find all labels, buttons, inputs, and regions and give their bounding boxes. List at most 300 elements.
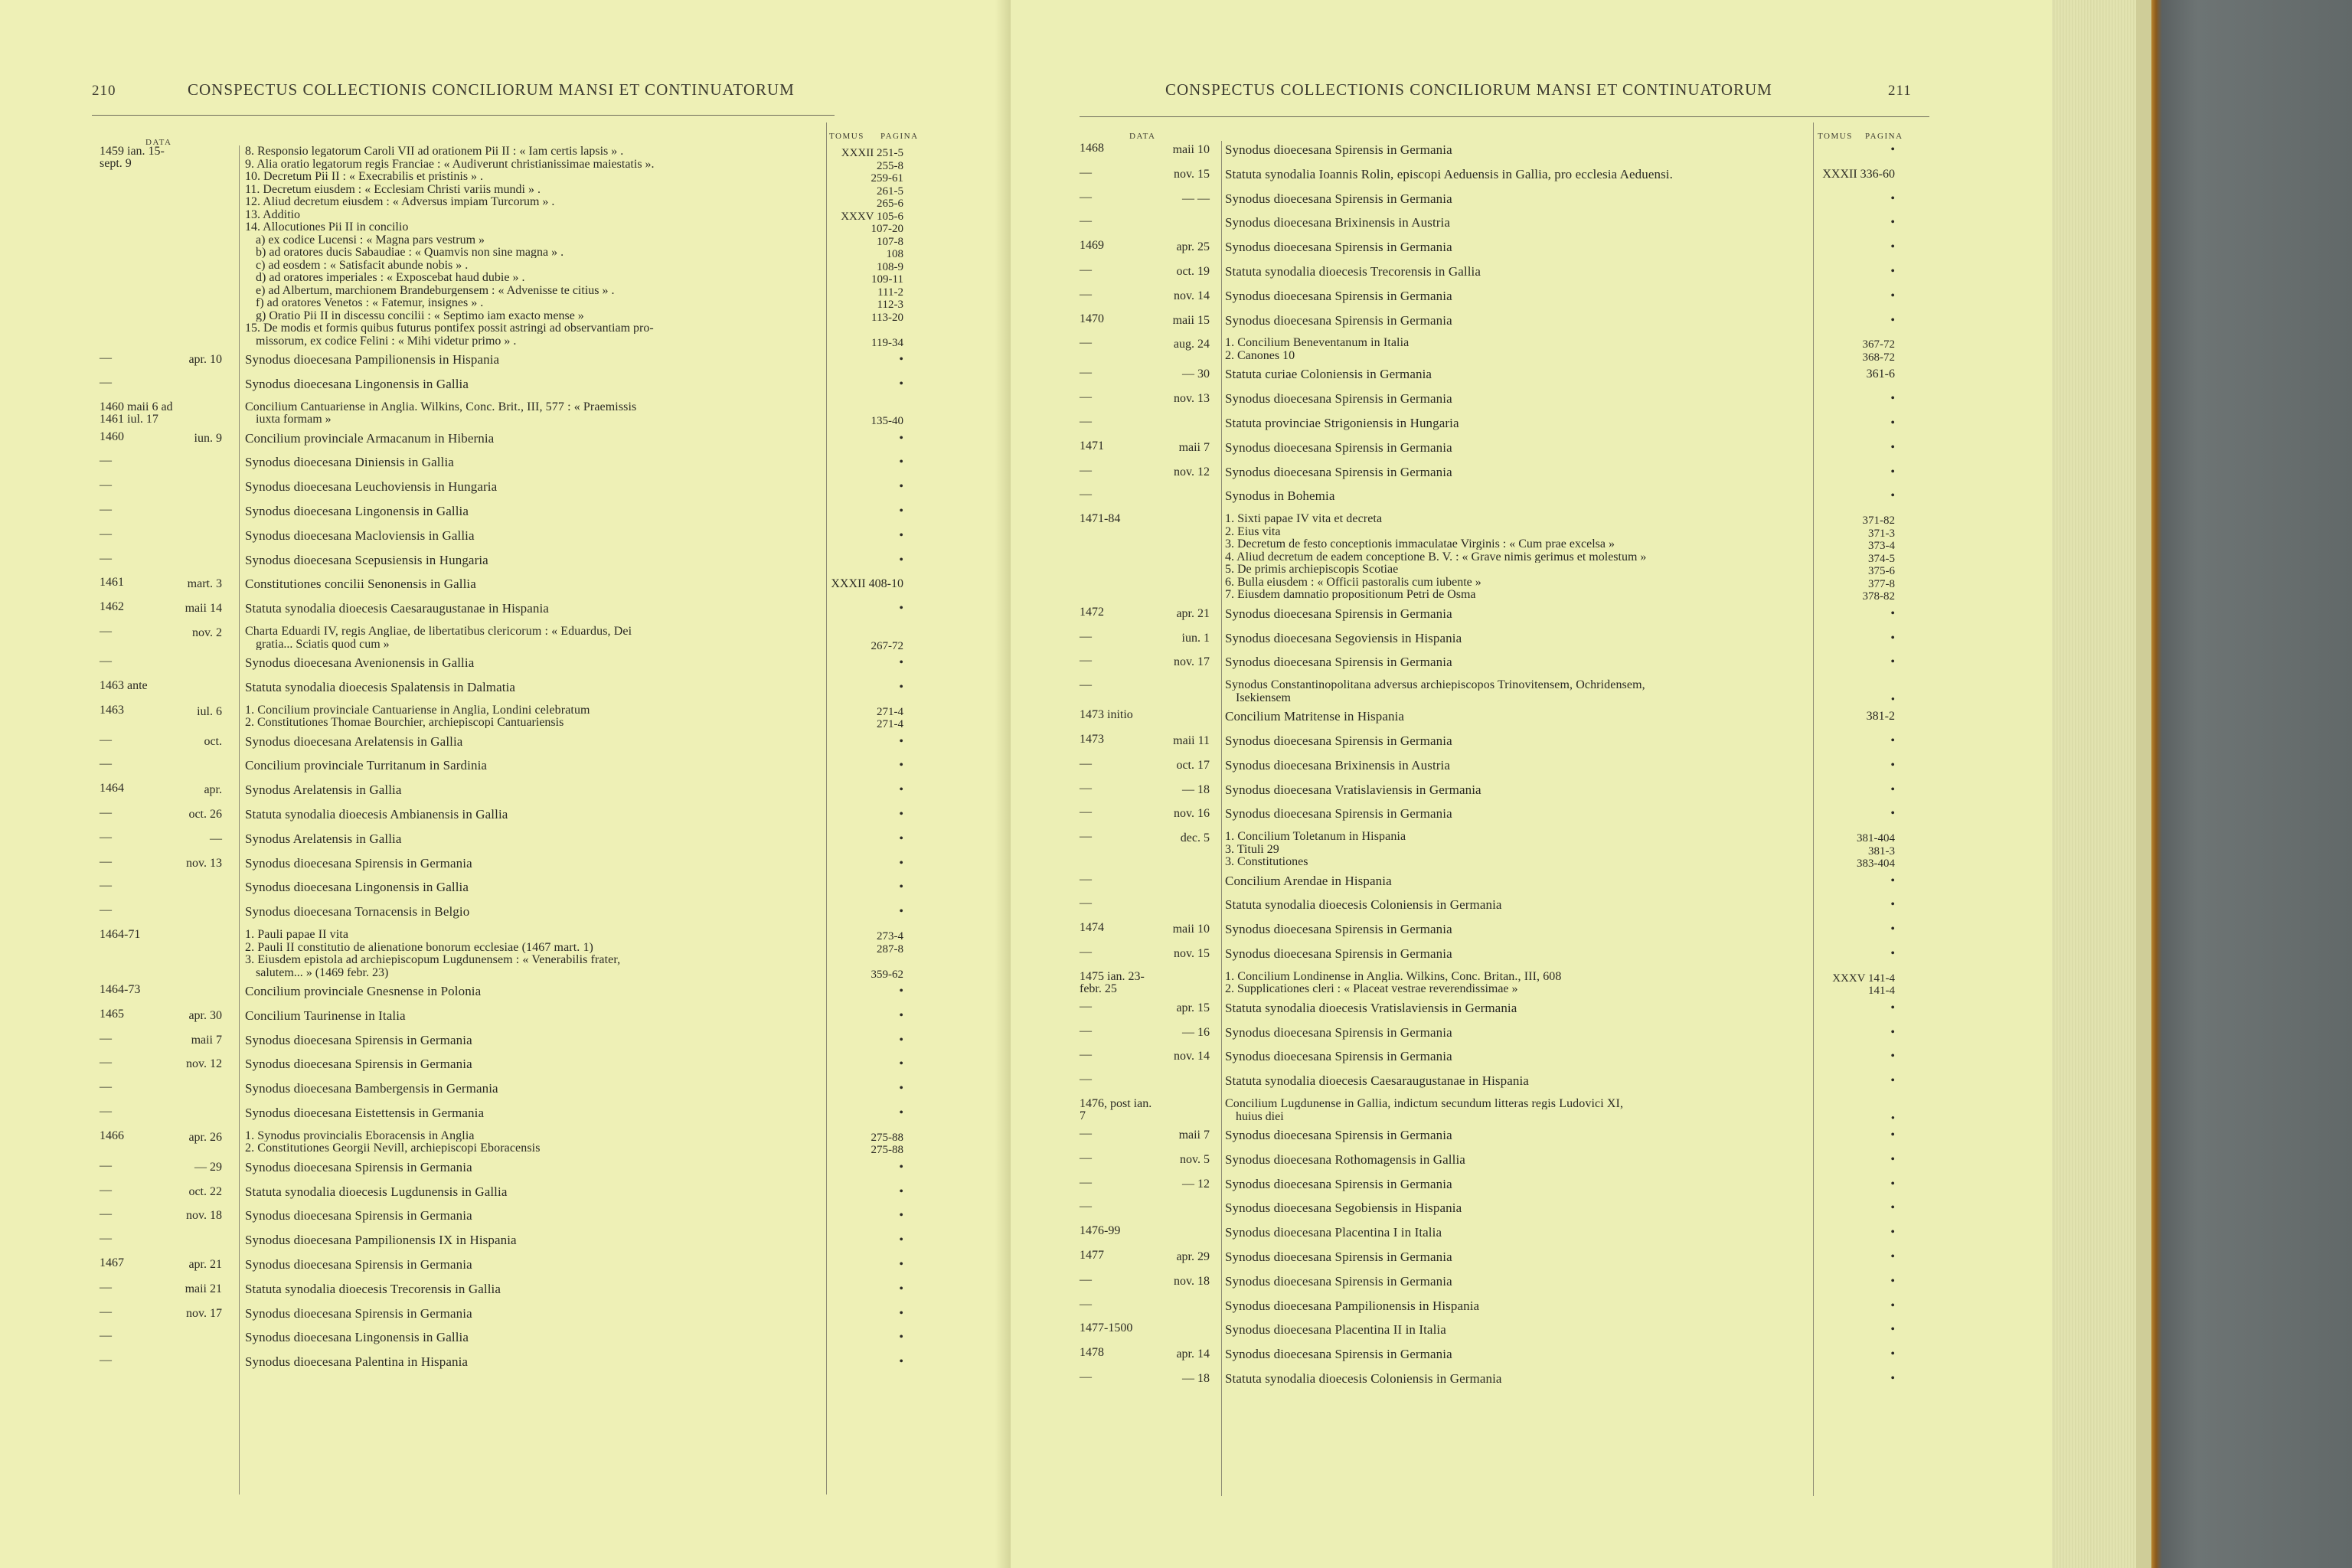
table-row bbox=[1080, 606, 1937, 631]
reference-dot: • bbox=[1890, 240, 1895, 254]
entry-date: 1473 initio bbox=[1080, 708, 1133, 722]
entry-text: Synodus dioecesana Spirensis in Germania bbox=[245, 1257, 472, 1272]
entry-text: Synodus dioecesana Spirensis in Germania bbox=[1225, 1347, 1452, 1362]
table-row bbox=[100, 455, 926, 479]
reference-value: 261-5 bbox=[877, 185, 903, 198]
entry-text: e) ad Albertum, marchionem Brandeburgensem : « Advenisse te citius » . bbox=[256, 284, 615, 296]
entry-text: 9. Alia oratio legatorum regis Franciae : « Audiverunt christianissimae maiestatis ». bbox=[245, 158, 655, 170]
entry-text: missorum, ex codice Felini : « Mihi videtur primo » . bbox=[256, 335, 517, 347]
reference-value: 375-6 bbox=[1868, 565, 1895, 578]
reference-dot: • bbox=[1890, 1274, 1895, 1288]
reference-value: 111-2 bbox=[877, 286, 903, 299]
reference-dot: • bbox=[899, 1282, 903, 1295]
entry-text: Synodus dioecesana Spirensis in Germania bbox=[1225, 464, 1452, 479]
entry-text: Statuta synodalia dioecesis Caesaraugustanae in Hispania bbox=[1225, 1073, 1529, 1089]
table-row bbox=[100, 904, 926, 929]
entry-text: Synodus dioecesana Brixinensis in Austria bbox=[1225, 757, 1451, 773]
entry-text: Synodus dioecesana Placentina I in Italia bbox=[1225, 1225, 1442, 1240]
entry-text: 15. De modis et formis quibus futurus pontifex possit astringi ad observantiam pro- bbox=[245, 322, 654, 334]
entry-date: — bbox=[100, 733, 112, 746]
table-row bbox=[1080, 631, 1937, 655]
reference-dot: • bbox=[899, 1082, 903, 1096]
entry-text: Synodus dioecesana Spirensis in Germania bbox=[1225, 806, 1452, 822]
entry-text: f) ad oratores Venetos : « Fatemur, insignes » . bbox=[256, 297, 484, 309]
reference-dot: • bbox=[1890, 1372, 1895, 1385]
reference-value: XXXII 336-60 bbox=[1822, 167, 1895, 181]
entry-date: — bbox=[100, 375, 112, 389]
entry-text: Concilium provinciale Armacanum in Hibernia bbox=[245, 430, 495, 446]
entry-text: Statuta synodalia dioecesis Vratislaviensis in Germania bbox=[1225, 1000, 1517, 1015]
reference-dot: • bbox=[1890, 1348, 1895, 1361]
entry-text: Synodus dioecesana Spirensis in Germania bbox=[1225, 312, 1452, 328]
entry-text: Synodus Arelatensis in Gallia bbox=[245, 782, 402, 798]
entry-date: 1472 bbox=[1080, 605, 1104, 619]
reference-dot: • bbox=[1890, 216, 1895, 230]
entry-text: Synodus dioecesana Spirensis in Germania bbox=[1225, 142, 1452, 157]
entry-text: Statuta synodalia Ioannis Rolin, episcopi Aeduensis in Gallia, pro ecclesia Aeduensi. bbox=[1225, 166, 1673, 181]
reference-value: 108-9 bbox=[877, 260, 903, 273]
entry-date: 1476, post ian. 7 bbox=[1080, 1097, 1152, 1122]
entry-day: nov. 2 bbox=[192, 626, 222, 639]
entry-text: huius diei bbox=[1236, 1110, 1284, 1122]
entry-day: nov. 12 bbox=[1174, 465, 1210, 479]
entry-date: 1476-99 bbox=[1080, 1224, 1121, 1238]
entry-day: apr. bbox=[204, 783, 222, 797]
table-row bbox=[1080, 465, 1937, 489]
entry-day: nov. 15 bbox=[1174, 167, 1210, 181]
entry-text: 1. Concilium Londinense in Anglia. Wilkins, Conc. Britan., III, 608 bbox=[1225, 970, 1562, 982]
entry-day: apr. 21 bbox=[188, 1258, 222, 1271]
entry-date: 1461 bbox=[100, 576, 124, 590]
entry-text: Statuta synodalia dioecesis Trecorensis in Gallia bbox=[1225, 264, 1481, 279]
entry-text: Synodus dioecesana Macloviensis in Gallia bbox=[245, 528, 475, 543]
table-row bbox=[1080, 337, 1937, 367]
table-row bbox=[1080, 782, 1937, 807]
reference-dot: • bbox=[1890, 143, 1895, 156]
entry-text: 2. Constitutiones Thomae Bourchier, archiepiscopi Cantuariensis bbox=[245, 717, 564, 729]
entry-text: Synodus dioecesana Spirensis in Germania bbox=[1225, 1273, 1452, 1289]
reference-value: 367-72 bbox=[1862, 338, 1895, 351]
column-head-tomus: TOMUS bbox=[829, 132, 864, 141]
reference-dot: • bbox=[1890, 1226, 1895, 1240]
reference-value: 374-5 bbox=[1868, 552, 1895, 565]
entry-date: — bbox=[1080, 1151, 1092, 1165]
entry-date: — bbox=[1080, 165, 1092, 179]
entry-text: Synodus Constantinopolitana adversus archiepiscopos Trinovitensem, Ochridensem, bbox=[1225, 679, 1645, 691]
entry-text: Synodus dioecesana Leuchoviensis in Hungaria bbox=[245, 479, 498, 495]
reference-dot: • bbox=[899, 505, 903, 518]
entry-text: Concilium provinciale Gnesnense in Polonia bbox=[245, 984, 482, 998]
entry-text: Statuta synodalia dioecesis Spalatensis in Dalmatia bbox=[245, 679, 516, 694]
entry-text: Synodus dioecesana Placentina II in Italia bbox=[1225, 1322, 1446, 1338]
table-row bbox=[100, 1081, 926, 1106]
table-row bbox=[1080, 1098, 1937, 1128]
entry-date: 1464 bbox=[100, 782, 124, 795]
table-row bbox=[100, 1130, 926, 1160]
reference-dot: • bbox=[1890, 440, 1895, 454]
reference-dot: • bbox=[899, 353, 903, 366]
table-row bbox=[100, 504, 926, 528]
reference-dot: • bbox=[1890, 631, 1895, 645]
reference-value: 371-82 bbox=[1862, 514, 1895, 528]
entry-date: — bbox=[100, 503, 112, 516]
table-row bbox=[100, 734, 926, 759]
entry-text: Isekiensem bbox=[1236, 691, 1291, 704]
entry-text: Synodus dioecesana Spirensis in Germania bbox=[1225, 439, 1452, 455]
table-row bbox=[100, 655, 926, 680]
entry-date: — bbox=[100, 1080, 112, 1094]
page-number: 211 bbox=[1888, 83, 1912, 99]
entry-day: iul. 6 bbox=[197, 704, 222, 718]
table-row bbox=[1080, 1371, 1937, 1396]
table-row bbox=[100, 626, 926, 655]
table-row bbox=[100, 1033, 926, 1057]
table-row bbox=[1080, 806, 1937, 831]
entry-text: Synodus dioecesana Spirensis in Germania bbox=[1225, 922, 1452, 937]
table-row bbox=[100, 807, 926, 831]
entry-date: — bbox=[1080, 1024, 1092, 1037]
entry-text: 2. Pauli II constitutio de alienatione bonorum ecclesiae (1467 mart. 1) bbox=[245, 941, 593, 953]
table-row bbox=[1080, 709, 1937, 733]
entry-text: Statuta synodalia dioecesis Caesaraugustanae in Hispania bbox=[245, 601, 549, 616]
table-row bbox=[1080, 758, 1937, 782]
table-row bbox=[1080, 264, 1937, 289]
entry-day: apr. 21 bbox=[1176, 606, 1210, 620]
entry-text: 2. Eius vita bbox=[1225, 525, 1281, 537]
reference-value: 273-4 bbox=[877, 930, 903, 942]
entry-text: Synodus dioecesana Spirensis in Germania bbox=[1225, 1128, 1452, 1142]
entry-text: c) ad eosdem : « Satisfacit abunde nobis » . bbox=[256, 259, 469, 271]
reference-dot: • bbox=[1890, 1152, 1895, 1166]
reference-dot: • bbox=[899, 856, 903, 870]
entry-text: 2. Canones 10 bbox=[1225, 349, 1295, 361]
table-row bbox=[100, 1106, 926, 1130]
entry-day: nov. 16 bbox=[1174, 807, 1210, 821]
entry-text: Synodus dioecesana Avenionensis in Gallia bbox=[245, 655, 475, 670]
table-row bbox=[1080, 1250, 1937, 1274]
reference-dot: • bbox=[1890, 782, 1895, 796]
entry-date: — bbox=[1080, 287, 1092, 301]
reference-dot: • bbox=[899, 759, 903, 773]
entry-day: apr. 15 bbox=[1176, 1001, 1210, 1014]
entry-text: Synodus Arelatensis in Gallia bbox=[245, 831, 402, 846]
entry-day: maii 11 bbox=[1173, 733, 1210, 747]
reference-value: 271-4 bbox=[877, 705, 903, 718]
entry-text: Synodus dioecesana Bambergensis in Germania bbox=[245, 1081, 498, 1096]
entry-date: — bbox=[1080, 190, 1092, 204]
entry-date: 1474 bbox=[1080, 921, 1104, 935]
table-row bbox=[1080, 1274, 1937, 1298]
entry-text: Synodus dioecesana Segoviensis in Hispania bbox=[1225, 630, 1462, 645]
entry-day: apr. 30 bbox=[188, 1008, 222, 1022]
entry-text: Synodus dioecesana Spirensis in Germania bbox=[1225, 655, 1452, 670]
entry-date: 1477 bbox=[1080, 1249, 1104, 1262]
reference-dot: • bbox=[1890, 1201, 1895, 1215]
entry-date: — bbox=[100, 1354, 112, 1367]
table-row bbox=[1080, 142, 1937, 167]
entry-day: maii 14 bbox=[185, 602, 222, 616]
reference-dot: • bbox=[899, 831, 903, 845]
reference-dot: • bbox=[1890, 489, 1895, 503]
table-row bbox=[1080, 191, 1937, 216]
reference-dot: • bbox=[1890, 606, 1895, 620]
page-number: 210 bbox=[92, 83, 116, 99]
entry-date: — bbox=[100, 1105, 112, 1118]
entry-day: mart. 3 bbox=[187, 577, 222, 591]
entry-text: Synodus dioecesana Pampilionensis IX in Hispania bbox=[245, 1233, 517, 1248]
running-head: CONSPECTUS COLLECTIONIS CONCILIORUM MANSI ET CONTINUATORUM bbox=[1165, 80, 1772, 99]
entry-date: — bbox=[1080, 1200, 1092, 1214]
table-row bbox=[100, 1306, 926, 1331]
entry-day: nov. 12 bbox=[186, 1057, 222, 1071]
reference-dot: • bbox=[1890, 1250, 1895, 1263]
entry-date: 1462 bbox=[100, 600, 124, 614]
entry-text: 11. Decretum eiusdem : « Ecclesiam Christi variis mundi » . bbox=[245, 183, 541, 195]
column-head-pagina: PAGINA bbox=[880, 132, 919, 141]
table-row bbox=[1080, 971, 1937, 1001]
entry-text: Synodus dioecesana Pampilionensis in Hispania bbox=[245, 352, 500, 367]
entry-date: 1460 maii 6 ad 1461 iul. 17 bbox=[100, 400, 173, 426]
entry-day: nov. 17 bbox=[1174, 655, 1210, 669]
entry-date: — bbox=[1080, 805, 1092, 819]
table-row bbox=[1080, 167, 1937, 191]
entry-text: 3. Decretum de festo conceptionis immaculatae Virginis : « Cum prae excelsa » bbox=[1225, 538, 1615, 550]
entry-date: — bbox=[1080, 781, 1092, 795]
reference-value: 255-8 bbox=[877, 159, 903, 172]
table-row bbox=[1080, 513, 1937, 606]
reference-dot: • bbox=[1890, 289, 1895, 302]
reference-value: 381-404 bbox=[1857, 832, 1895, 845]
reference-dot: • bbox=[899, 1033, 903, 1047]
reference-dot: • bbox=[899, 905, 903, 919]
entry-text: Synodus dioecesana Lingonensis in Gallia bbox=[245, 376, 469, 391]
page-edges-shadow bbox=[2136, 0, 2151, 1568]
entry-text: 1. Concilium provinciale Cantuariense in Anglia, Londini celebratum bbox=[245, 704, 590, 716]
reference-dot: • bbox=[1890, 923, 1895, 936]
entry-date: — bbox=[1080, 872, 1092, 886]
table-row bbox=[1080, 874, 1937, 898]
entry-text: Synodus dioecesana Spirensis in Germania bbox=[1225, 1176, 1452, 1191]
table-row bbox=[100, 680, 926, 704]
entry-text: 4. Aliud decretum de eadem conceptione B. V. : « Grave nimis gerimus et molestum » bbox=[1225, 550, 1647, 563]
entry-date: 1459 ian. 15-sept. 9 bbox=[100, 145, 165, 170]
table-row bbox=[1080, 1347, 1937, 1371]
table-row bbox=[100, 1208, 926, 1233]
reference-dot: • bbox=[1890, 733, 1895, 747]
entry-date: 1471 bbox=[1080, 439, 1104, 452]
entry-date: — bbox=[1080, 654, 1092, 668]
entry-text: d) ad oratores imperiales : « Exposcebat haud dubie » . bbox=[256, 272, 525, 283]
entry-date: — bbox=[100, 830, 112, 844]
entry-text: Synodus dioecesana Spirensis in Germania bbox=[245, 1208, 472, 1223]
reference-dot: • bbox=[899, 808, 903, 821]
reference-value: 271-4 bbox=[877, 718, 903, 731]
entry-date: — bbox=[100, 351, 112, 364]
reference-value: 259-61 bbox=[871, 172, 903, 185]
table-row bbox=[1080, 1152, 1937, 1177]
reference-dot: • bbox=[1890, 265, 1895, 278]
reference-dot: • bbox=[899, 1306, 903, 1320]
entry-date: — bbox=[100, 1207, 112, 1221]
reference-dot: • bbox=[1890, 313, 1895, 327]
entry-date: 1464-71 bbox=[100, 928, 141, 941]
table-row bbox=[100, 352, 926, 377]
entry-text: 14. Allocutiones Pii II in concilio bbox=[245, 221, 409, 233]
entry-day: apr. 26 bbox=[188, 1130, 222, 1144]
entry-date: — bbox=[1080, 1073, 1092, 1086]
entry-date: — bbox=[1080, 946, 1092, 959]
entry-date: — bbox=[1080, 263, 1092, 276]
reference-value: 287-8 bbox=[877, 942, 903, 956]
right-page bbox=[1011, 0, 2067, 1568]
reference-dot: • bbox=[899, 1184, 903, 1198]
entry-date: 1477-1500 bbox=[1080, 1321, 1133, 1335]
entry-date: — bbox=[1080, 390, 1092, 404]
entry-date: — bbox=[1080, 214, 1092, 228]
reference-value: 135-40 bbox=[871, 415, 903, 428]
table-row bbox=[1080, 1025, 1937, 1050]
entry-text: Synodus dioecesana Spirensis in Germania bbox=[1225, 1024, 1452, 1040]
entry-date: — bbox=[1080, 830, 1092, 844]
entry-date: 1463 bbox=[100, 703, 124, 717]
entry-date: — bbox=[100, 1031, 112, 1045]
entry-text: Synodus dioecesana Segobiensis in Hispania bbox=[1225, 1200, 1462, 1216]
entry-date: 1465 bbox=[100, 1007, 124, 1021]
entry-text: Synodus dioecesana Lingonensis in Gallia bbox=[245, 504, 469, 518]
reference-dot: • bbox=[899, 1355, 903, 1369]
reference-dot: • bbox=[899, 656, 903, 669]
entry-date: — bbox=[1080, 415, 1092, 428]
reference-value: XXXII 408-10 bbox=[831, 577, 903, 591]
table-row bbox=[1080, 897, 1937, 922]
entry-day: nov. 18 bbox=[186, 1209, 222, 1223]
entry-text: a) ex codice Lucensi : « Magna pars vestrum » bbox=[256, 234, 485, 246]
reference-dot: • bbox=[1890, 1129, 1895, 1142]
reference-dot: • bbox=[899, 1106, 903, 1119]
reference-dot: • bbox=[899, 456, 903, 469]
entry-text: Statuta synodalia dioecesis Ambianensis in Gallia bbox=[245, 807, 508, 822]
entry-text: iuxta formam » bbox=[256, 413, 332, 426]
table-row bbox=[100, 577, 926, 601]
entry-date: 1467 bbox=[100, 1256, 124, 1269]
entry-text: Synodus dioecesana Spirensis in Germania bbox=[1225, 946, 1452, 961]
reference-dot: • bbox=[899, 734, 903, 748]
reference-value: XXXV 141-4 bbox=[1832, 972, 1895, 985]
reference-value: 113-20 bbox=[871, 311, 903, 324]
entry-day: nov. 15 bbox=[1174, 947, 1210, 960]
entry-date: — bbox=[1080, 999, 1092, 1013]
entry-text: 7. Eiusdem damnatio propositionum Petri de Osma bbox=[1225, 589, 1476, 601]
reference-value: 119-34 bbox=[871, 336, 903, 349]
reference-dot: • bbox=[1890, 1025, 1895, 1039]
entry-date: — bbox=[100, 879, 112, 893]
entry-text: Synodus dioecesana Lingonensis in Gallia bbox=[245, 1330, 469, 1345]
entry-day: — 12 bbox=[1182, 1177, 1210, 1191]
entry-text: Concilium Taurinense in Italia bbox=[245, 1008, 406, 1023]
entry-text: Synodus dioecesana Scepusiensis in Hungaria bbox=[245, 552, 488, 567]
table-row bbox=[1080, 1200, 1937, 1225]
table-row bbox=[100, 1160, 926, 1184]
entry-day: — 16 bbox=[1182, 1025, 1210, 1039]
reference-value: 141-4 bbox=[1868, 985, 1895, 998]
entry-day: maii 21 bbox=[185, 1282, 222, 1295]
table-row bbox=[1080, 1225, 1937, 1250]
entry-date: — bbox=[100, 1232, 112, 1246]
entry-day: nov. 13 bbox=[186, 856, 222, 870]
table-row bbox=[100, 704, 926, 734]
entry-text: Synodus dioecesana Palentina in Hispania bbox=[245, 1354, 469, 1370]
entry-date: — bbox=[100, 655, 112, 668]
table-row bbox=[1080, 922, 1937, 946]
entry-day: oct. bbox=[204, 734, 222, 748]
table-row bbox=[1080, 240, 1937, 264]
reference-dot: • bbox=[1890, 1074, 1895, 1088]
table-row bbox=[100, 1257, 926, 1282]
entry-date: — bbox=[1080, 678, 1092, 692]
entry-date: 1466 bbox=[100, 1129, 124, 1142]
entry-text: Synodus dioecesana Spirensis in Germania bbox=[1225, 240, 1452, 255]
entry-text: Synodus dioecesana Tornacensis in Belgio bbox=[245, 904, 470, 920]
entry-day: maii 7 bbox=[1178, 440, 1210, 454]
table-row bbox=[100, 1354, 926, 1379]
entry-day: maii 10 bbox=[1172, 143, 1210, 156]
table-row bbox=[1080, 313, 1937, 338]
entry-text: salutem... » (1469 febr. 23) bbox=[256, 966, 389, 978]
table-row bbox=[100, 377, 926, 401]
entry-date: — bbox=[100, 1280, 112, 1294]
entry-date: — bbox=[100, 757, 112, 771]
entry-date: — bbox=[100, 854, 112, 868]
entry-text: g) Oratio Pii II in discessu concilii : « Septimo iam exacto mense » bbox=[256, 309, 584, 322]
entry-day: apr. 25 bbox=[1176, 240, 1210, 254]
entry-day: apr. 29 bbox=[1176, 1250, 1210, 1263]
column-head-data: DATA bbox=[145, 138, 172, 147]
table-row bbox=[100, 528, 926, 553]
reference-dot: • bbox=[1890, 465, 1895, 479]
table-row bbox=[1080, 488, 1937, 513]
reference-dot: • bbox=[1890, 807, 1895, 821]
entry-day: dec. 5 bbox=[1180, 831, 1210, 845]
entry-day: nov. 14 bbox=[1174, 289, 1210, 302]
entry-day: iun. 9 bbox=[194, 431, 222, 445]
entry-day: nov. 14 bbox=[1174, 1050, 1210, 1063]
entry-date: — bbox=[1080, 463, 1092, 477]
table-row bbox=[1080, 655, 1937, 679]
entry-text: Synodus dioecesana Eistettensis in Germania bbox=[245, 1106, 485, 1120]
reference-value: XXXV 105-6 bbox=[841, 210, 903, 223]
reference-value: 107-8 bbox=[877, 235, 903, 248]
entry-text: 1. Concilium Toletanum in Hispania bbox=[1225, 831, 1406, 843]
reference-dot: • bbox=[899, 1057, 903, 1071]
reference-dot: • bbox=[1890, 416, 1895, 430]
entry-text: Synodus dioecesana Rothomagensis in Gallia bbox=[1225, 1152, 1465, 1167]
entry-text: 2. Supplicationes cleri : « Placeat vestrae reverendissimae » bbox=[1225, 983, 1518, 995]
entry-day: maii 15 bbox=[1172, 313, 1210, 327]
table-row bbox=[100, 479, 926, 504]
table-row bbox=[1080, 831, 1937, 874]
entry-date: — bbox=[100, 1158, 112, 1172]
reference-dot: • bbox=[899, 480, 903, 494]
entry-date: — bbox=[100, 1056, 112, 1070]
entry-day: maii 10 bbox=[1172, 923, 1210, 936]
reference-dot: • bbox=[899, 1209, 903, 1223]
entry-text: 13. Additio bbox=[245, 208, 301, 220]
reference-value: 112-3 bbox=[877, 299, 903, 311]
reference-value: 378-82 bbox=[1862, 590, 1895, 603]
entry-text: Synodus dioecesana Pampilionensis in Hispania bbox=[1225, 1298, 1480, 1313]
entry-day: apr. 14 bbox=[1176, 1348, 1210, 1361]
entry-text: 3. Eiusdem epistola ad archiepiscopum Lugdunensem : « Venerabilis frater, bbox=[245, 954, 621, 965]
